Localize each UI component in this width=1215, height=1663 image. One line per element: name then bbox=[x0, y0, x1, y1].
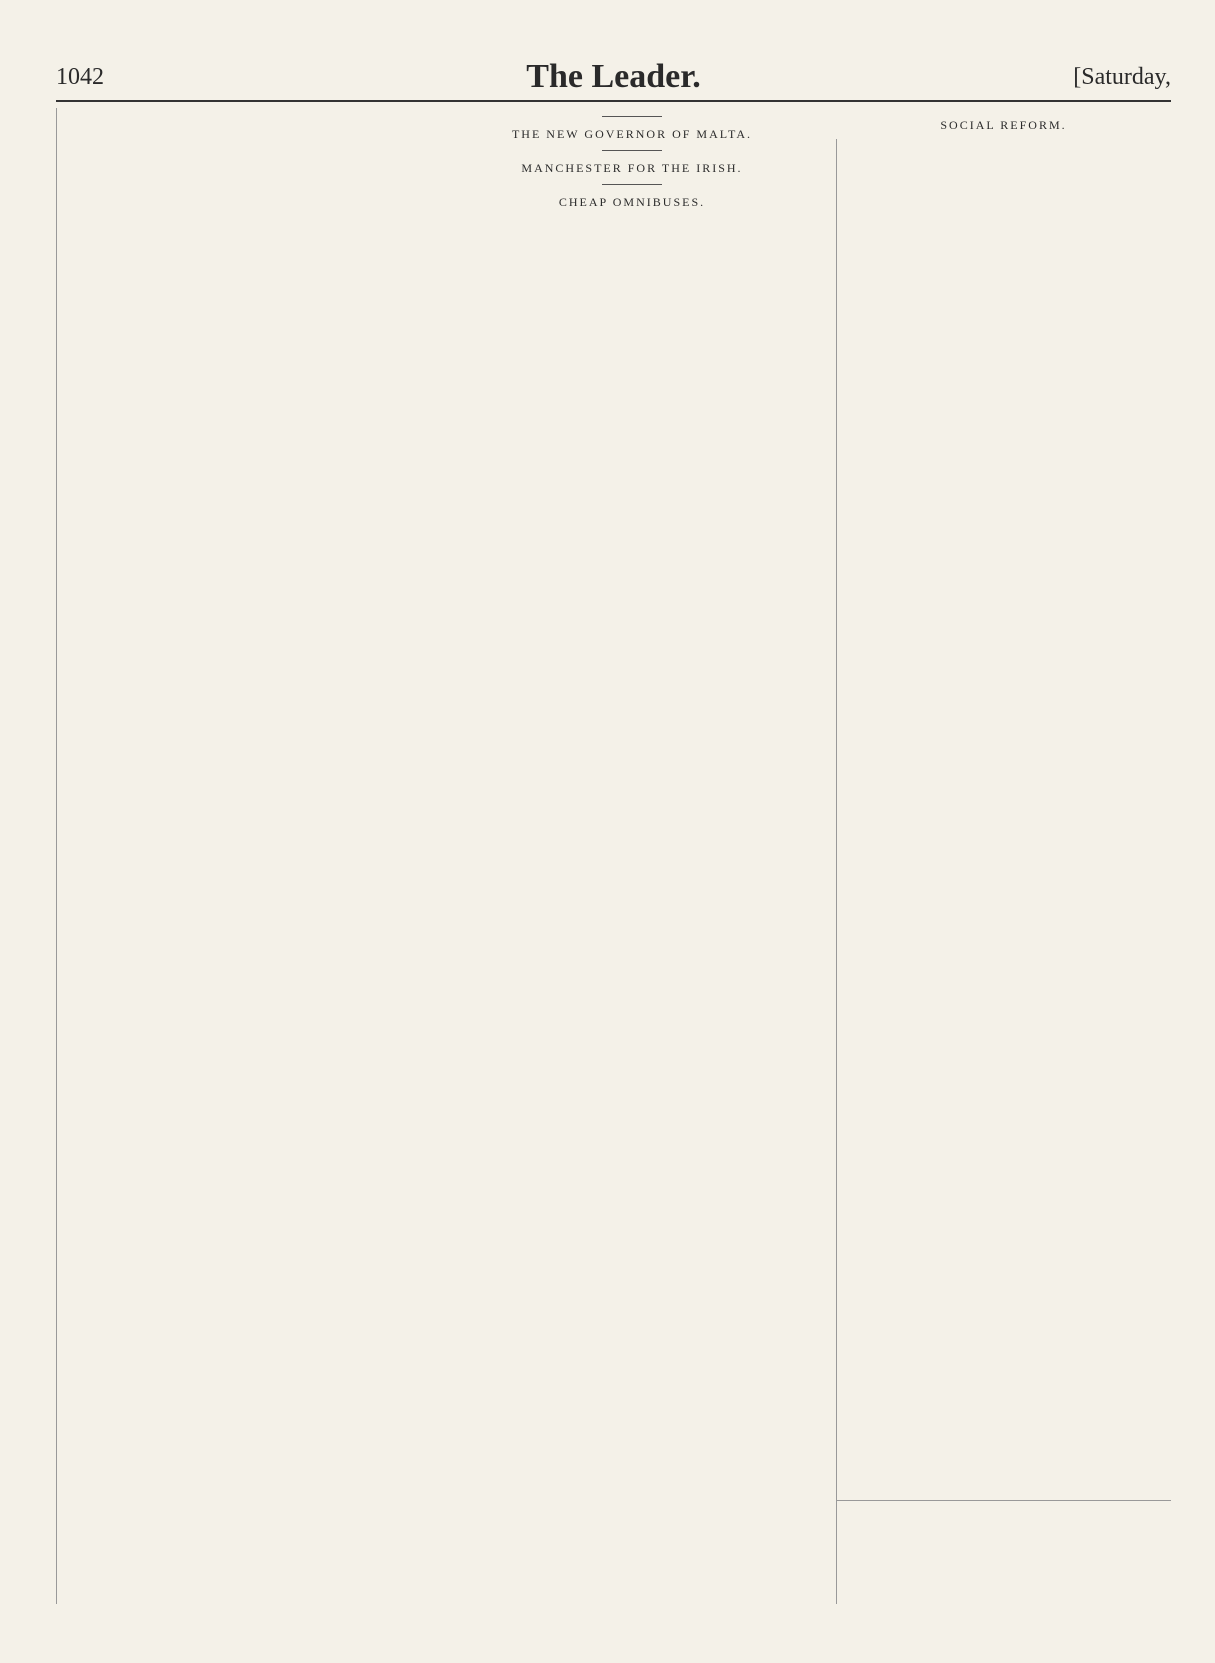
column-2 bbox=[448, 108, 816, 1604]
social-reform-heading: SOCIAL REFORM. bbox=[940, 118, 1067, 132]
malta-heading: THE NEW GOVERNOR OF MALTA. bbox=[511, 127, 753, 141]
article-body-placeholder bbox=[836, 139, 1171, 1604]
manchester-heading: MANCHESTER FOR THE IRISH. bbox=[521, 161, 743, 175]
issue-day: [Saturday, bbox=[1073, 64, 1171, 90]
divider bbox=[602, 150, 662, 151]
column-1 bbox=[56, 108, 428, 1604]
divider bbox=[602, 184, 662, 185]
footnote bbox=[836, 1500, 1171, 1601]
page-number: 1042 bbox=[56, 64, 104, 90]
article-body-placeholder bbox=[56, 108, 428, 1604]
omnibus-heading: CHEAP OMNIBUSES. bbox=[558, 195, 706, 209]
page-header bbox=[56, 56, 1171, 102]
masthead: The Leader. bbox=[526, 58, 701, 95]
divider bbox=[602, 116, 662, 117]
column-3 bbox=[836, 108, 1171, 1604]
